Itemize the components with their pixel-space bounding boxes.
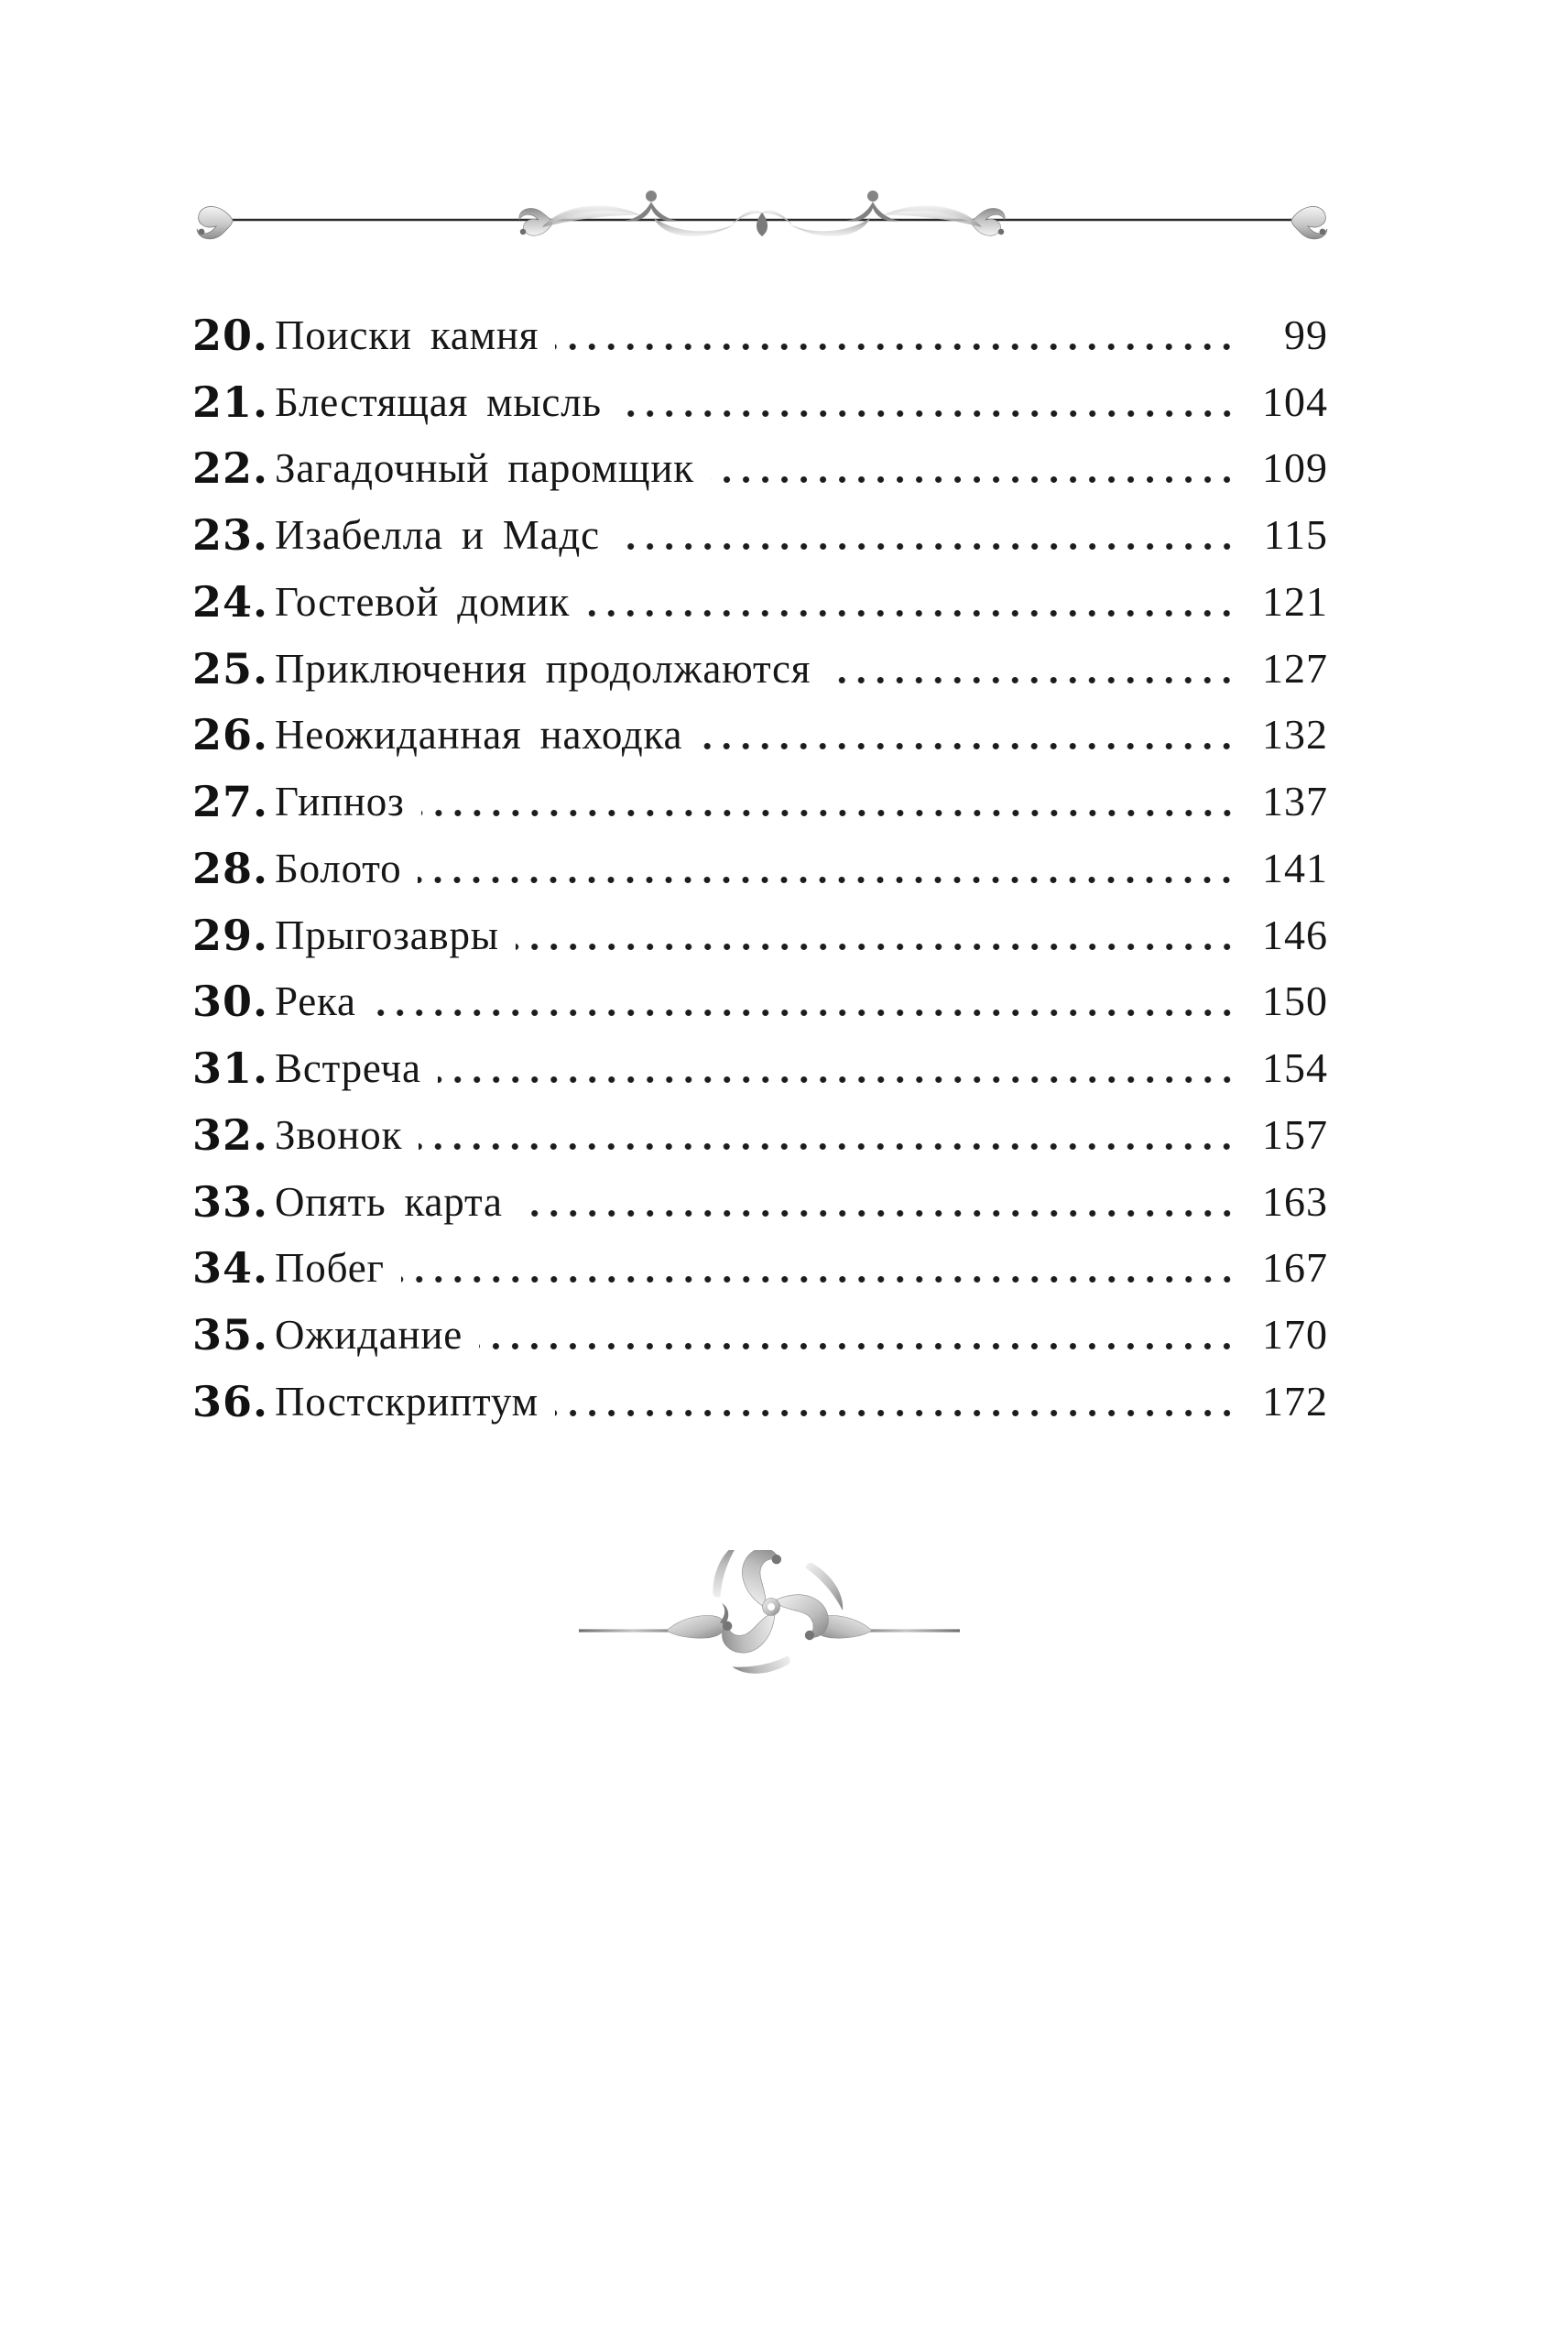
- dot-leader: [699, 743, 1236, 749]
- chapter-title: Поиски камня: [275, 311, 539, 358]
- chapter-number: 32.: [192, 1109, 269, 1160]
- chapter-number: 29.: [192, 910, 269, 960]
- chapter-title: Гостевой домик: [275, 578, 571, 625]
- toc-row: [192, 633, 1328, 700]
- dot-leader: [519, 1210, 1236, 1217]
- dot-leader: [711, 476, 1236, 483]
- chapter-title: Река: [275, 978, 356, 1025]
- dot-leader: [516, 944, 1236, 950]
- page-number: 154: [1262, 1044, 1328, 1091]
- chapter-number: 24.: [192, 576, 269, 627]
- chapter-number: 28.: [192, 843, 269, 893]
- page-number: 150: [1262, 977, 1328, 1025]
- table-of-contents: [192, 300, 1328, 1433]
- chapter-number: 33.: [192, 1176, 269, 1227]
- chapter-title: Блестящая мысль: [275, 378, 602, 425]
- dot-leader: [586, 610, 1236, 617]
- chapter-number: 20.: [192, 310, 269, 360]
- dot-leader: [373, 1010, 1236, 1016]
- toc-row: [192, 966, 1328, 1033]
- footer-trefoil-icon: [577, 1550, 962, 1687]
- toc-row: [192, 833, 1328, 900]
- page-number: 157: [1262, 1110, 1328, 1158]
- toc-row: [192, 900, 1328, 966]
- chapter-number: 35.: [192, 1310, 269, 1360]
- chapter-title: Неожиданная находка: [275, 712, 683, 759]
- chapter-title: Постскриптум: [275, 1378, 539, 1425]
- chapter-title: Прыгозавры: [275, 912, 499, 958]
- toc-row: [192, 300, 1328, 366]
- toc-row: [192, 700, 1328, 767]
- dot-leader: [827, 677, 1236, 683]
- dot-leader: [438, 1076, 1236, 1083]
- page-number: 132: [1262, 711, 1328, 759]
- page-number: 99: [1284, 311, 1328, 358]
- chapter-title: Ожидание: [275, 1312, 463, 1358]
- toc-row: [192, 1366, 1328, 1433]
- chapter-title: Загадочный паромщик: [275, 445, 694, 492]
- toc-row: [192, 1099, 1328, 1166]
- dot-leader: [618, 410, 1236, 417]
- dot-leader: [421, 810, 1236, 816]
- chapter-title: Гипноз: [275, 779, 405, 824]
- toc-row: [192, 499, 1328, 566]
- page-number: 146: [1262, 911, 1328, 958]
- chapter-title: Опять карта: [275, 1178, 503, 1225]
- dot-leader: [401, 1276, 1236, 1283]
- page-number: 167: [1262, 1244, 1328, 1292]
- dot-leader: [555, 344, 1236, 350]
- chapter-title: Встреча: [275, 1045, 421, 1091]
- chapter-number: 21.: [192, 377, 269, 427]
- dot-leader: [418, 877, 1236, 883]
- chapter-number: 26.: [192, 710, 269, 760]
- toc-row: [192, 1299, 1328, 1366]
- toc-row: [192, 1233, 1328, 1300]
- chapter-number: 23.: [192, 510, 269, 560]
- chapter-title: Побег: [275, 1245, 385, 1292]
- page-number: 172: [1262, 1377, 1328, 1425]
- toc-row: [192, 366, 1328, 433]
- page-number: 163: [1262, 1177, 1328, 1225]
- chapter-title: Звонок: [275, 1111, 403, 1158]
- dot-leader: [616, 543, 1236, 550]
- dot-leader: [479, 1343, 1236, 1349]
- toc-row: [192, 766, 1328, 833]
- chapter-title: Изабелла и Мадс: [275, 512, 600, 558]
- page-number: 104: [1262, 377, 1328, 425]
- chapter-title: Приключения продолжаются: [275, 645, 811, 692]
- chapter-title: Болото: [275, 845, 402, 891]
- chapter-number: 25.: [192, 643, 269, 693]
- dot-leader: [555, 1410, 1236, 1416]
- chapter-number: 36.: [192, 1376, 269, 1426]
- header-flourish-icon: [196, 174, 1328, 266]
- dot-leader: [419, 1143, 1236, 1150]
- page-number: 115: [1263, 511, 1328, 558]
- page-number: 109: [1262, 444, 1328, 492]
- chapter-number: 27.: [192, 777, 269, 826]
- chapter-number: 34.: [192, 1243, 269, 1294]
- chapter-number: 22.: [192, 443, 269, 494]
- page-number: 137: [1262, 778, 1328, 824]
- toc-row: [192, 1032, 1328, 1099]
- page-number: 170: [1262, 1311, 1328, 1358]
- page-number: 141: [1262, 844, 1328, 891]
- page-number: 127: [1262, 644, 1328, 692]
- toc-row: [192, 433, 1328, 500]
- toc-row: [192, 1166, 1328, 1233]
- page-number: 121: [1262, 577, 1328, 625]
- chapter-number: 31.: [192, 1043, 269, 1093]
- toc-row: [192, 566, 1328, 633]
- chapter-number: 30.: [192, 977, 269, 1027]
